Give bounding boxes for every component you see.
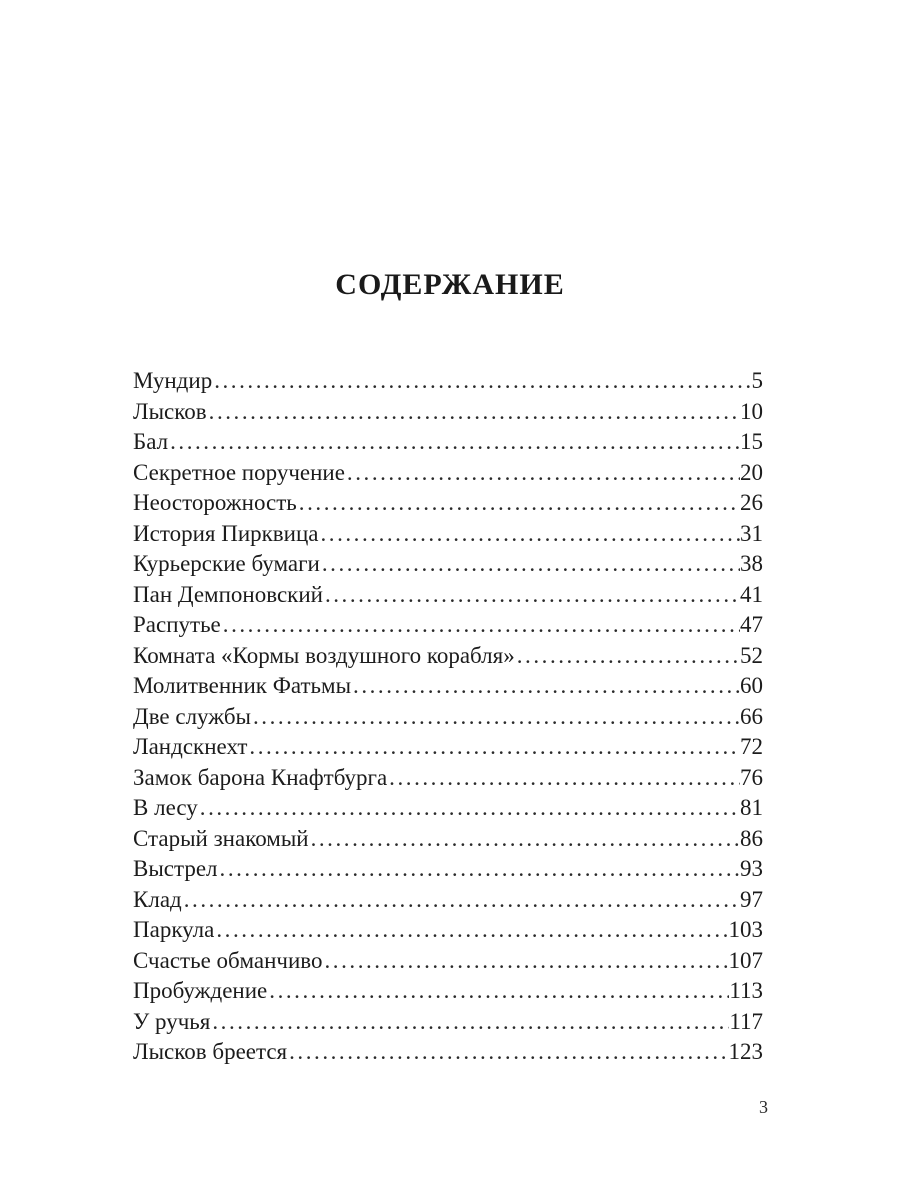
toc-dot-leader [247,732,740,763]
toc-entry-title: Клад [133,886,182,912]
toc-entry-title: Старый знакомый [133,825,309,851]
toc-dot-leader [218,854,740,885]
toc-dot-leader [221,610,740,641]
toc-entry [133,976,763,1007]
toc-entry-page: 10 [740,398,763,424]
toc-entry-title: Мундир [133,368,213,393]
toc-entry-page: 76 [740,764,763,790]
toc-entry-title: Пробуждение [133,978,268,1003]
toc-dot-leader [323,946,729,977]
toc-dot-leader [297,488,740,519]
toc-entry [133,519,763,550]
toc-entry-page: 52 [740,642,763,668]
toc-entry [133,763,763,794]
toc-dot-leader [207,397,740,428]
toc-entry-title: Молитвенник Фатьмы [133,673,352,698]
toc-dot-leader [515,641,740,672]
toc-entry-title: Пан Демпоновский [133,581,323,607]
toc-entry [133,397,763,428]
page-title: СОДЕРЖАНИЕ [335,268,565,301]
toc-entry-page: 117 [729,1008,763,1034]
toc-entry-page: 93 [740,856,763,881]
toc-dot-leader [212,366,751,397]
toc-entry-page: 60 [740,673,763,698]
toc-entry-title: Курьерские бумаги [133,551,320,576]
toc-entry-title: Ландскнехт [133,734,248,759]
toc-entry-page: 81 [740,795,763,820]
toc-entry-page: 72 [740,734,763,759]
toc-entry [133,1037,763,1068]
toc-entry-title: Счастье обманчиво [133,947,323,973]
toc-dot-leader [198,793,740,824]
toc-entry-title: Распутье [133,612,221,637]
toc-dot-leader [287,1037,728,1068]
toc-entry-title: Две службы [133,703,251,729]
toc-entry-title: Секретное поручение [133,459,345,485]
toc-entry-page: 26 [740,490,763,515]
toc-entry [133,946,763,977]
page-number: 3 [759,1097,768,1117]
toc-entry-page: 103 [728,917,763,942]
toc-entry [133,702,763,733]
toc-entry-page: 113 [729,978,763,1003]
toc-dot-leader [251,702,740,733]
toc-dot-leader [318,519,740,550]
toc-entry [133,549,763,580]
toc-entry [133,671,763,702]
toc-dot-leader [323,580,740,611]
toc-entry [133,427,763,458]
toc-entry-page: 5 [751,368,763,393]
toc-entry-title: История Пирквица [133,520,319,546]
toc-entry [133,458,763,489]
toc-entry-page: 41 [740,581,763,607]
toc-entry [133,793,763,824]
toc-entry [133,488,763,519]
toc-dot-leader [351,671,740,702]
toc-entry-title: Замок барона Кнафтбурга [133,764,388,790]
toc-entry-page: 47 [740,612,763,637]
toc-entry-title: В лесу [133,795,198,820]
toc-entry [133,885,763,916]
toc-entry-page: 31 [740,520,763,546]
toc-dot-leader [387,763,740,794]
toc-entry-page: 97 [740,886,763,912]
toc-entry [133,366,763,397]
toc-entry-title: Паркула [133,917,215,942]
toc-entry [133,824,763,855]
toc-entry-page: 20 [740,459,763,485]
toc-entry-title: Выстрел [133,856,218,881]
toc-entry [133,610,763,641]
toc-dot-leader [267,976,729,1007]
toc-dot-leader [168,427,740,458]
toc-entry [133,641,763,672]
toc-entry-title: Неосторожность [133,490,297,515]
table-of-contents [133,366,763,1068]
toc-entry-page: 123 [728,1039,763,1064]
toc-dot-leader [182,885,740,916]
toc-dot-leader [210,1007,729,1038]
toc-entry [133,580,763,611]
toc-dot-leader [214,915,728,946]
toc-entry-title: Лысков [133,398,207,424]
toc-entry-page: 66 [740,703,763,729]
toc-entry-title: У ручья [133,1008,211,1034]
toc-entry-page: 38 [740,551,763,576]
toc-entry [133,732,763,763]
toc-entry [133,854,763,885]
toc-entry-title: Бал [133,429,169,454]
toc-entry-page: 15 [740,429,763,454]
toc-dot-leader [345,458,740,489]
toc-dot-leader [320,549,740,580]
toc-entry [133,1007,763,1038]
toc-entry-title: Комната «Кормы воздушного корабля» [133,642,515,668]
toc-entry-title: Лысков бреется [133,1039,288,1064]
toc-entry-page: 107 [728,947,763,973]
toc-entry-page: 86 [740,825,763,851]
toc-dot-leader [309,824,740,855]
toc-entry [133,915,763,946]
